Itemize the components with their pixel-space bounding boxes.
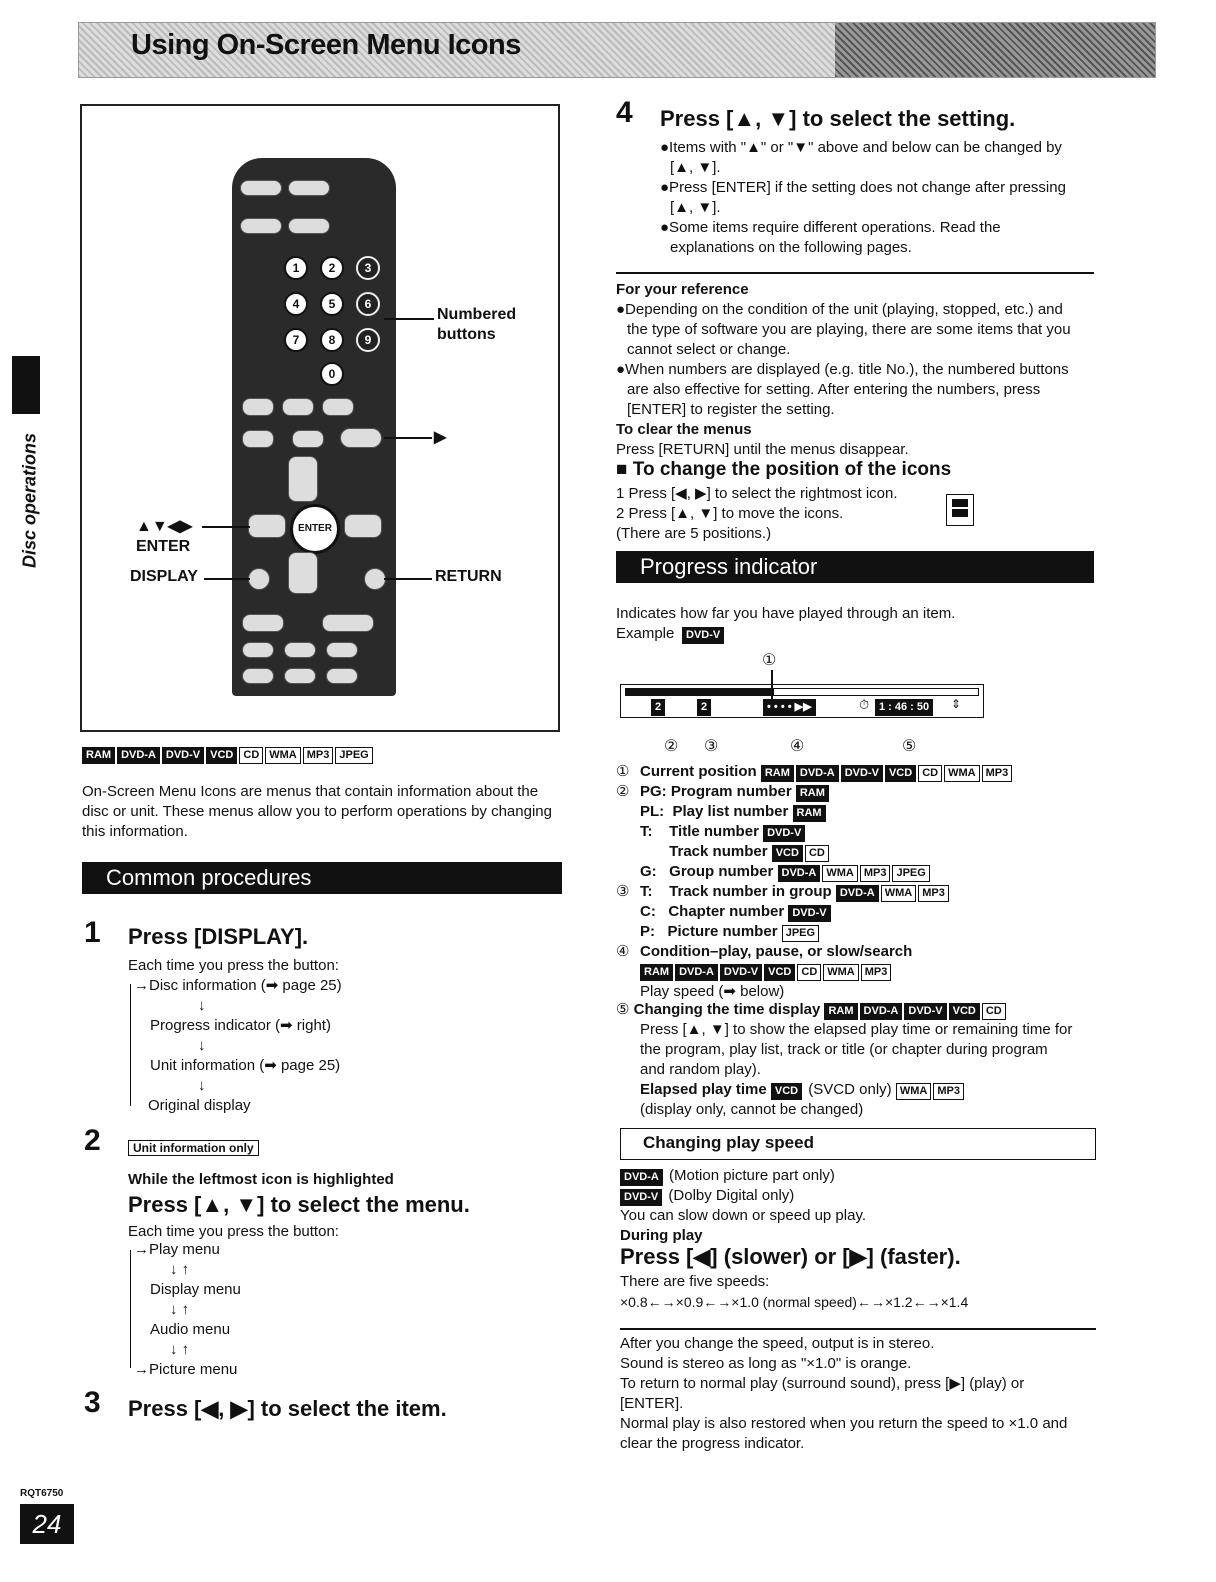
- remote-button: [322, 614, 374, 632]
- play-arrow-label: ▶: [434, 429, 447, 446]
- flow-bracket: [130, 984, 145, 1106]
- play-speed-ref: Play speed (➡ below): [640, 983, 785, 1000]
- number-button-1: 1: [284, 256, 308, 280]
- number-button-9: 9: [356, 328, 380, 352]
- page-title: Using On-Screen Menu Icons: [131, 29, 521, 61]
- badge-dvd-v: DVD-V: [788, 905, 830, 922]
- progress-item-number: ④: [616, 943, 630, 960]
- badge-dvd-a: DVD-A: [778, 865, 821, 882]
- progress-description: Indicates how far you have played through an item.: [616, 605, 956, 622]
- progress-item: [616, 862, 1106, 882]
- progress-item-label: Current position: [640, 763, 761, 780]
- remote-button: [288, 218, 330, 234]
- page-header: [78, 22, 1156, 78]
- callout-5: ⑤: [902, 738, 917, 755]
- flow-arrow: ↓: [198, 1037, 206, 1054]
- progress-item-label: Track number: [640, 843, 772, 860]
- play-button: [340, 428, 382, 448]
- during-play: During play: [620, 1227, 703, 1244]
- callout-3: ③: [704, 738, 719, 755]
- remote-button: [284, 668, 316, 684]
- item-5-text: Press [▲, ▼] to show the elapsed play time or remaining time for: [640, 1021, 1073, 1038]
- step-1-title: Press [DISPLAY].: [128, 924, 309, 949]
- step-3-number: 3: [84, 1386, 101, 1419]
- clear-heading: To clear the menus: [616, 421, 752, 438]
- speed-press-title: Press [◀] (slower) or [▶] (faster).: [620, 1244, 961, 1269]
- callout-2: ②: [664, 738, 679, 755]
- remote-button: [282, 398, 314, 416]
- remote-button: [242, 398, 274, 416]
- clock-icon: ⏱: [859, 697, 870, 712]
- reference-line: ●When numbers are displayed (e.g. title No.), the numbered buttons: [616, 361, 1069, 378]
- badge-dvd-a: DVD-A: [675, 964, 718, 981]
- step-2-note: While the leftmost icon is highlighted: [128, 1171, 394, 1188]
- reference-line: [ENTER] to register the setting.: [627, 401, 835, 418]
- progress-item-label: T: Track number in group: [640, 883, 836, 900]
- remote-button: [240, 218, 282, 234]
- up-button: [288, 456, 318, 502]
- progress-item: [616, 882, 1106, 902]
- display-label: DISPLAY: [130, 568, 198, 585]
- numbered-buttons-label-2: buttons: [437, 326, 496, 343]
- badge-mp3: MP3: [933, 1083, 964, 1100]
- badge-jpeg: JPEG: [335, 747, 372, 764]
- item-5-text: the program, play list, track or title (or chapter during program: [640, 1041, 1048, 1058]
- badge-vcd: VCD: [772, 845, 803, 862]
- item-5-label: Changing the time display: [633, 1001, 821, 1018]
- progress-item-number: ③: [616, 883, 630, 900]
- callout-line: [384, 318, 434, 320]
- badge-wma: WMA: [265, 747, 301, 764]
- progress-item-label: PG: Program number: [640, 783, 796, 800]
- badge-mp3: MP3: [982, 765, 1013, 782]
- return-button: [364, 568, 386, 590]
- progress-item-label: PL: Play list number: [640, 803, 793, 820]
- badge-vcd: VCD: [949, 1003, 980, 1020]
- progress-item-label: G: Group number: [640, 863, 778, 880]
- badge-cd: CD: [797, 964, 821, 981]
- badge-vcd: VCD: [206, 747, 237, 764]
- badge-ram: RAM: [82, 747, 115, 764]
- badge-wma: WMA: [822, 865, 858, 882]
- format-badges: [82, 745, 375, 764]
- flow-display-menu: Display menu: [150, 1281, 241, 1298]
- enter-label: ENTER: [136, 538, 191, 555]
- flow-play-menu: →Play menu: [134, 1241, 220, 1258]
- progress-item-label: P: Picture number: [640, 923, 782, 940]
- elapsed-label: Elapsed play time: [640, 1081, 767, 1098]
- remote-button: [242, 614, 284, 632]
- icon-position-heading: ■ To change the position of the icons: [616, 459, 952, 480]
- badge-ram: RAM: [761, 765, 794, 782]
- badge-wma: WMA: [881, 885, 917, 902]
- reference-line: are also effective for setting. After entering the numbers, press: [627, 381, 1041, 398]
- flow-arrows: ↓ ↑: [170, 1341, 190, 1358]
- remote-button: [242, 642, 274, 658]
- flow-arrow: ↓: [198, 997, 206, 1014]
- step-1-lead: Each time you press the button:: [128, 957, 339, 974]
- flow-audio-menu: Audio menu: [150, 1321, 231, 1338]
- step-4-title: Press [▲, ▼] to select the setting.: [660, 106, 1016, 131]
- badge-vcd: VCD: [885, 765, 916, 782]
- position-step: (There are 5 positions.): [616, 525, 772, 542]
- reference-line: ●Depending on the condition of the unit (playing, stopped, etc.) and: [616, 301, 1063, 318]
- badge-vcd: VCD: [764, 964, 795, 981]
- flow-progress: Progress indicator (➡ right): [150, 1017, 331, 1034]
- position-step: 2 Press [▲, ▼] to move the icons.: [616, 505, 844, 522]
- up-down-icon: ⇕: [951, 697, 962, 711]
- speed-line-2-text: (Dolby Digital only): [668, 1187, 795, 1204]
- reference-line: the type of software you are playing, there are some items that you: [627, 321, 1071, 338]
- badge-mp3: MP3: [303, 747, 334, 764]
- badge-dvd-a: DVD-A: [836, 885, 879, 902]
- elapsed-line: [640, 1080, 966, 1100]
- badge-wma: WMA: [896, 1083, 932, 1100]
- badge-cd: CD: [805, 845, 829, 862]
- position-step: 1 Press [◀, ▶] to select the rightmost icon.: [616, 485, 898, 502]
- item-5: [616, 1000, 1008, 1020]
- flow-arrows: ↓ ↑: [170, 1261, 190, 1278]
- reference-line: cannot select or change.: [627, 341, 791, 358]
- progress-item: [616, 922, 1106, 942]
- flow-original: Original display: [148, 1097, 251, 1114]
- callout-1: ①: [762, 652, 777, 669]
- badge-mp3: MP3: [861, 964, 892, 981]
- intro-paragraph: On-Screen Menu Icons are menus that contain information about the disc or unit. These menus allow you to perform operations by changing this information.: [82, 783, 552, 840]
- progress-item: [616, 942, 1106, 962]
- time-display: 1 : 46 : 50: [875, 699, 933, 716]
- speed-line-3: You can slow down or speed up play.: [620, 1207, 866, 1224]
- page-number: 24: [20, 1504, 74, 1544]
- step-3-title: Press [◀, ▶] to select the item.: [128, 1396, 447, 1421]
- left-button: [248, 514, 286, 538]
- remote-button: [326, 668, 358, 684]
- example-badge: DVD-V: [682, 627, 724, 644]
- return-label: RETURN: [435, 568, 502, 585]
- flow-arrow: ↓: [198, 1077, 206, 1094]
- progress-item-number: ②: [616, 783, 630, 800]
- progress-item: [616, 762, 1106, 782]
- condition-badges: [616, 962, 1106, 981]
- badge-wma: WMA: [944, 765, 980, 782]
- flow-picture-menu: →Picture menu: [134, 1361, 238, 1378]
- step-4-bullet: ●Some items require different operations. Read the: [660, 219, 1001, 236]
- example-label: Example: [616, 625, 675, 642]
- remote-button: [240, 180, 282, 196]
- flow-unit-info: Unit information (➡ page 25): [150, 1057, 341, 1074]
- number-button-5: 5: [320, 292, 344, 316]
- header-decoration: [835, 23, 1155, 77]
- progress-track: [625, 688, 979, 696]
- step-4-bullet: explanations on the following pages.: [670, 239, 912, 256]
- badge-dvd-v: DVD-V: [841, 765, 883, 782]
- progress-bar-display: [620, 684, 984, 718]
- badge-cd: CD: [239, 747, 263, 764]
- item-5-text: and random play).: [640, 1061, 761, 1078]
- badge-cd: CD: [918, 765, 942, 782]
- icon-position-illustration: [946, 494, 974, 526]
- callout-line: [204, 578, 250, 580]
- model-code: RQT6750: [20, 1488, 64, 1499]
- progress-item: [616, 902, 1106, 922]
- flow-disc-info: →Disc information (➡ page 25): [134, 977, 342, 994]
- speed-values: ×0.8←→×0.9←→×1.0 (normal speed)←→×1.2←→×1.4: [620, 1294, 969, 1310]
- remote-button: [292, 430, 324, 448]
- side-section-label: Disc operations: [19, 432, 40, 569]
- step-2-number: 2: [84, 1124, 101, 1157]
- step-4-bullet: [▲, ▼].: [670, 199, 721, 216]
- badge-ram: RAM: [796, 785, 829, 802]
- elapsed-badge: VCD: [771, 1083, 802, 1100]
- badge-cd: CD: [982, 1003, 1006, 1020]
- speed-note: Normal play is also restored when you return the speed to ×1.0 and: [620, 1415, 1068, 1432]
- badge-ram: RAM: [824, 1003, 857, 1020]
- badge-mp3: MP3: [860, 865, 891, 882]
- badge-dvd-a: DVD-A: [620, 1169, 663, 1186]
- progress-item: [616, 782, 1106, 802]
- number-button-4: 4: [284, 292, 308, 316]
- speed-note: [ENTER].: [620, 1395, 684, 1412]
- progress-item-number: ①: [616, 763, 630, 780]
- flow-bracket: [130, 1250, 145, 1368]
- progress-item-label: T: Title number: [640, 823, 764, 840]
- position-icon: [952, 509, 968, 517]
- speed-note: clear the progress indicator.: [620, 1435, 805, 1452]
- down-button: [288, 552, 318, 594]
- number-button-3: 3: [356, 256, 380, 280]
- elapsed-rest: (SVCD only): [808, 1081, 892, 1098]
- number-button-8: 8: [320, 328, 344, 352]
- speed-note: Sound is stereo as long as "×1.0" is orange.: [620, 1355, 912, 1372]
- common-procedures-heading: Common procedures: [82, 862, 562, 894]
- five-speeds: There are five speeds:: [620, 1273, 770, 1290]
- badge-dvd-v: DVD-V: [720, 964, 762, 981]
- changing-play-speed-heading: Changing play speed: [620, 1128, 1096, 1160]
- number-button-0: 0: [320, 362, 344, 386]
- position-icon: [952, 499, 968, 507]
- number-button-2: 2: [320, 256, 344, 280]
- number-button-6: 6: [356, 292, 380, 316]
- remote-button: [284, 642, 316, 658]
- progress-item: [616, 802, 1106, 822]
- display-button: [248, 568, 270, 590]
- progress-indicator-heading: Progress indicator: [616, 551, 1094, 583]
- remote-button: [242, 668, 274, 684]
- reference-heading: For your reference: [616, 281, 749, 298]
- elapsed-note: (display only, cannot be changed): [640, 1101, 864, 1118]
- remote-button: [288, 180, 330, 196]
- callout-line: [384, 578, 432, 580]
- step-4-bullet: [▲, ▼].: [670, 159, 721, 176]
- progress-item: [616, 822, 1106, 842]
- callout-4: ④: [790, 738, 805, 755]
- item-5-badges: [824, 1001, 1007, 1018]
- remote-control-illustration: [232, 158, 396, 696]
- program-number: 2: [651, 699, 665, 716]
- speed-line-2: [620, 1186, 794, 1206]
- badge-ram: RAM: [793, 805, 826, 822]
- item-5-number: ⑤: [616, 1001, 630, 1018]
- side-tab-marker: [12, 356, 40, 414]
- progress-items-list: [616, 762, 1106, 981]
- step-4-bullet: ●Items with "▲" or "▼" above and below can be changed by: [660, 139, 1062, 156]
- step-4-number: 4: [616, 96, 633, 129]
- remote-button: [242, 430, 274, 448]
- badge-dvd-a: DVD-A: [117, 747, 160, 764]
- badge-dvd-v: DVD-V: [763, 825, 805, 842]
- play-condition: • • • • ▶▶: [763, 699, 816, 716]
- callout-line: [202, 526, 250, 528]
- badge-ram: RAM: [640, 964, 673, 981]
- badge-dvd-a: DVD-A: [860, 1003, 903, 1020]
- divider: [620, 1328, 1096, 1330]
- numbered-buttons-label: Numbered: [437, 306, 517, 323]
- step-4-bullet: ●Press [ENTER] if the setting does not change after pressing: [660, 179, 1066, 196]
- chapter-number: 2: [697, 699, 711, 716]
- badge-dvd-v: DVD-V: [620, 1189, 662, 1206]
- number-button-7: 7: [284, 328, 308, 352]
- badge-jpeg: JPEG: [782, 925, 819, 942]
- badge-wma: WMA: [823, 964, 859, 981]
- speed-note: After you change the speed, output is in stereo.: [620, 1335, 935, 1352]
- badge-dvd-v: DVD-V: [904, 1003, 946, 1020]
- progress-item-label: Condition–play, pause, or slow/search: [640, 943, 917, 960]
- clear-text: Press [RETURN] until the menus disappear.: [616, 441, 909, 458]
- unit-info-only-tag: Unit information only: [128, 1140, 259, 1156]
- step-1-number: 1: [84, 916, 101, 949]
- divider: [616, 272, 1094, 274]
- remote-button: [326, 642, 358, 658]
- progress-fill: [626, 689, 774, 695]
- speed-note: To return to normal play (surround sound), press [▶] (play) or: [620, 1375, 1025, 1392]
- enter-button: ENTER: [290, 504, 340, 554]
- progress-item: [616, 842, 1106, 862]
- speed-line-1: [620, 1166, 835, 1186]
- speed-line-1-text: (Motion picture part only): [669, 1167, 835, 1184]
- arrows-label: ▲▼◀▶: [136, 518, 193, 535]
- badge-jpeg: JPEG: [892, 865, 929, 882]
- callout-line: [384, 437, 432, 439]
- badge-dvd-a: DVD-A: [796, 765, 839, 782]
- step-2-title: Press [▲, ▼] to select the menu.: [128, 1192, 470, 1217]
- right-button: [344, 514, 382, 538]
- badge-dvd-v: DVD-V: [162, 747, 204, 764]
- progress-item-label: C: Chapter number: [640, 903, 789, 920]
- step-2-lead: Each time you press the button:: [128, 1223, 339, 1240]
- badge-mp3: MP3: [918, 885, 949, 902]
- remote-button: [322, 398, 354, 416]
- flow-arrows: ↓ ↑: [170, 1301, 190, 1318]
